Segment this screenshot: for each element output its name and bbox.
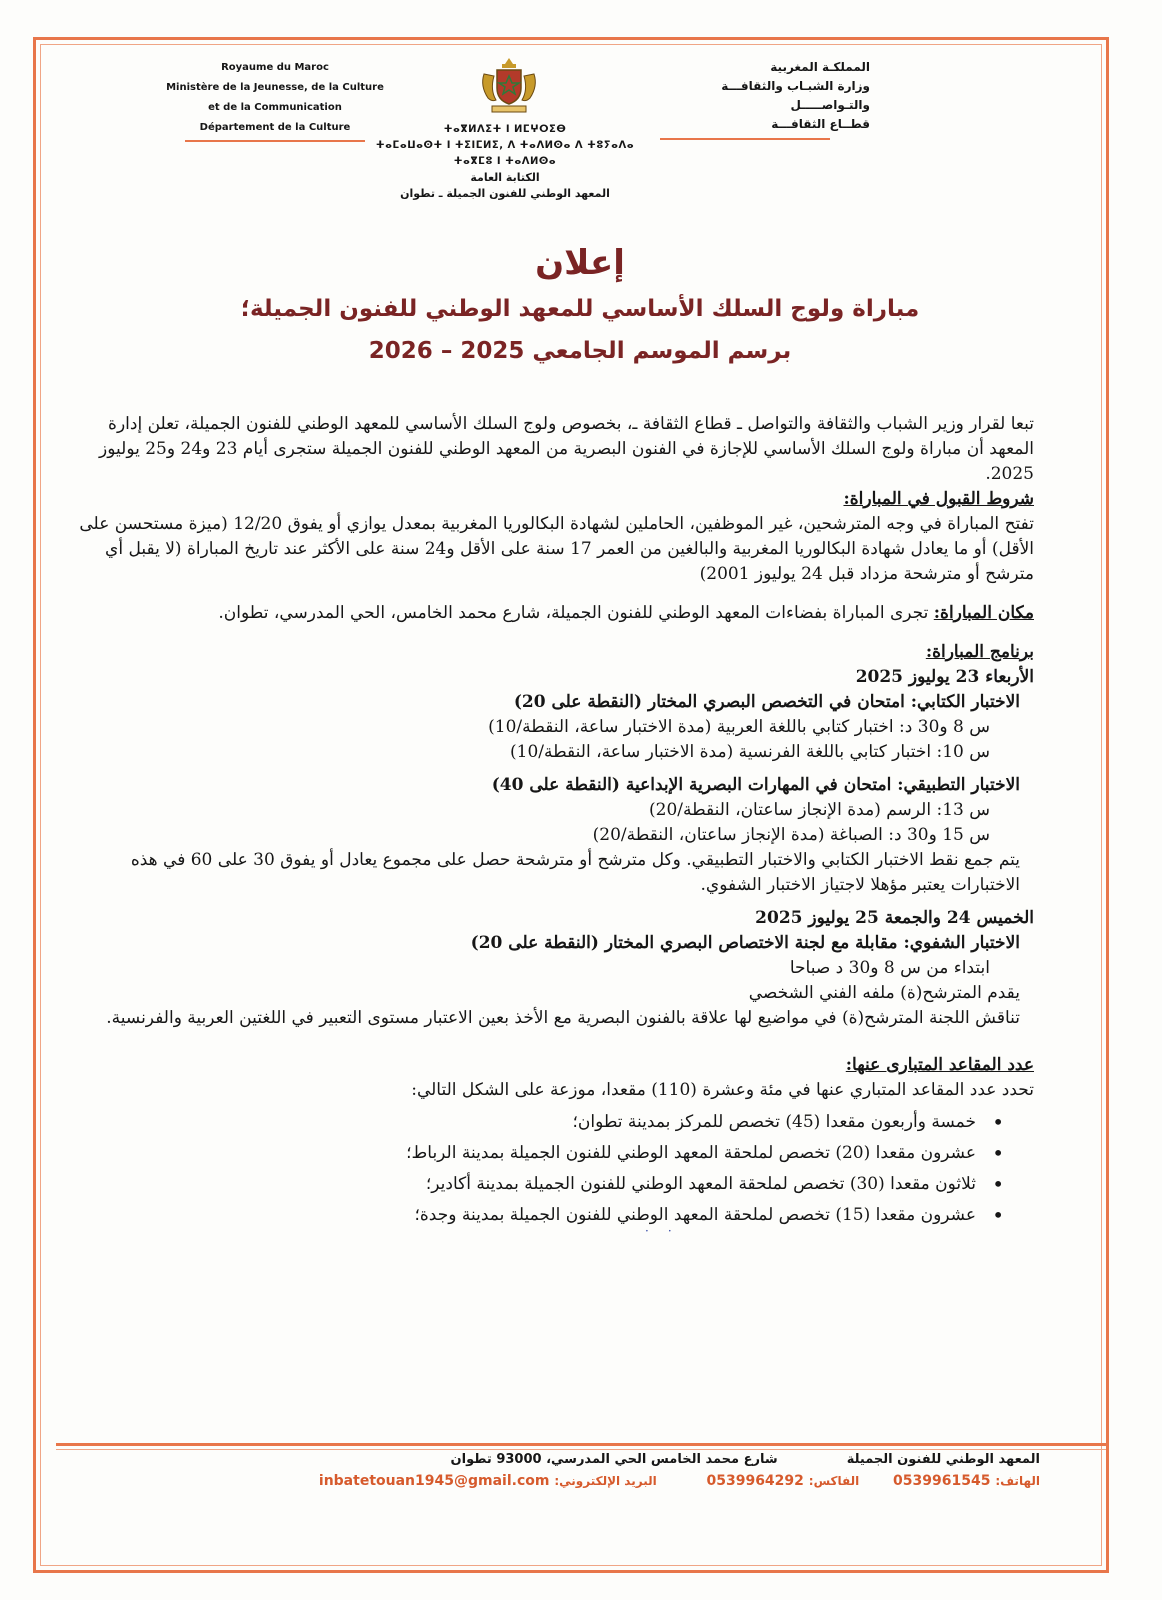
header-ar-separator — [660, 138, 830, 140]
header-french — [160, 58, 390, 142]
oral-exam-item: ابتداء من س 8 و30 د صباحا — [789, 958, 990, 978]
fax-number: 0539964292 — [706, 1473, 804, 1489]
fax-label: الفاكس: — [808, 1474, 860, 1488]
tifinagh-line: ⵜⴰⴳⵍⴷⵉⵜ ⵏ ⵍⵎⵖⵔⵉⴱ — [443, 124, 567, 135]
conditions-text: تفتح المباراة في وجه المترشحين، غير الموظفين، الحاملين لشهادة البكالوريا المغربية بمعدل يوازي أو يفوق 12/20 (ميزة مستحسن على الأقل) أو ما يعادل شهادة البكالوريا المغربية والبالغين من العمر 17 سنة على الأقل و24 سنة على الأكثر عند تاريخ المباراة (لا يقبل أي مترشح أو مترشحة مزداد قبل 24 يوليوز 2001) — [79, 514, 1034, 584]
conditions-heading: شروط القبول في المباراة: — [843, 489, 1034, 509]
score-sum-note: يتم جمع نقط الاختبار الكتابي والاختبار التطبيقي. وكل مترشح أو مترشحة حصل على مجموع يعادل أو يفوق 30 على 60 في هذه الاختبارات يعتبر مؤهلا لاجتياز الاختبار الشفوي. — [130, 850, 1020, 895]
seats-heading: عدد المقاعد المتبارى عنها: — [845, 1055, 1034, 1075]
header-ar-line: وزارة الشبـاب والثقافـــة — [721, 79, 870, 93]
practical-exam-item: س 15 و30 د: الصباغة (مدة الإنجاز ساعتان، النقطة/20) — [592, 825, 990, 845]
footer-address-row — [120, 1452, 1040, 1467]
academic-year: برسم الموسم الجامعي 2025 – 2026 — [368, 338, 792, 364]
place-heading: مكان المباراة: — [933, 603, 1034, 623]
footer-contact-row — [120, 1473, 1040, 1489]
day-one-date: الأربعاء 23 يوليوز 2025 — [855, 667, 1034, 687]
phone-label: الهاتف: — [995, 1474, 1040, 1488]
announcement-title: إعلان — [535, 243, 625, 283]
intro-paragraph: تبعا لقرار وزير الشباب والثقافة والتواصل ـ قطاع الثقافة ـ، بخصوص ولوج السلك الأساسي للمعهد الوطني للفنون الجميلة، تعلن إدارة المعهد أن مباراة ولوج السلك الأساسي للإجازة في الفنون البصرية من المعهد الوطني للفنون الجميلة ستجرى أيام 23 و24 و25 يوليوز 2025. — [99, 414, 1034, 484]
written-exam-item: س 8 و30 د: اختبار كتابي باللغة العربية (مدة الاختبار ساعة، النقطة/10) — [488, 717, 990, 737]
header-fr-line: Ministère de la Jeunesse, de la Culture — [166, 82, 384, 93]
header-arabic — [640, 58, 870, 140]
footer-address: شارع محمد الخامس الحي المدرسي، 93000 تطوان — [450, 1452, 778, 1467]
seats-intro: تحدد عدد المقاعد المتباري عنها في مئة وعشرة (110) مقعدا، موزعة على الشكل التالي: — [411, 1080, 1034, 1100]
header-center — [360, 122, 650, 202]
header-fr-line: Département de la Culture — [199, 122, 351, 133]
place-text: تجرى المباراة بفضاءات المعهد الوطني للفنون الجميلة، شارع محمد الخامس، الحي المدرسي، تطوان. — [218, 603, 934, 623]
list-item: • ثلاثون مقعدا (30) تخصص لملحقة المعهد الوطني للفنون الجميلة بمدينة أكادير؛ — [68, 1169, 976, 1200]
announcement-body — [68, 412, 1034, 1231]
practical-exam-item: س 13: الرسم (مدة الإنجاز ساعتان، النقطة/20) — [648, 800, 990, 820]
announcement-subtitle: مباراة ولوج السلك الأساسي للمعهد الوطني للفنون الجميلة؛ — [240, 296, 920, 322]
oral-exam-title: الاختبار الشفوي: مقابلة مع لجنة الاختصاص البصري المختار (النقطة على 20) — [470, 933, 1020, 953]
email-label: البريد الإلكتروني: — [554, 1474, 657, 1488]
header-ar-line: المملكـة المغربية — [770, 60, 870, 74]
tifinagh-line: ⵜⴰⴳⵎⵓ ⵏ ⵜⴰⴷⵍⵙⴰ — [453, 156, 557, 167]
practical-exam-title: الاختبار التطبيقي: امتحان في المهارات البصرية الإبداعية (النقطة على 40) — [491, 775, 1020, 795]
list-item: • عشرون مقعدا (15) تخصص لملحقة المعهد الوطني للفنون الجميلة بمدينة وجدة؛ — [68, 1200, 976, 1231]
header-ar-line: والتـواصـــــل — [790, 98, 870, 112]
moroccan-coat-of-arms-icon — [478, 56, 540, 116]
header-fr-line: Royaume du Maroc — [221, 62, 329, 73]
written-exam-item: س 10: اختبار كتابي باللغة الفرنسية (مدة الاختبار ساعة، النقطة/10) — [509, 742, 990, 762]
list-item: • خمسة وأربعون مقعدا (45) تخصص للمركز بمدينة تطوان؛ — [68, 1107, 976, 1138]
list-item: • عشرون مقعدا (20) تخصص لملحقة المعهد الوطني للفنون الجميلة بمدينة الرباط؛ — [68, 1138, 976, 1169]
seats-list — [68, 1107, 1034, 1231]
general-secretariat: الكتابة العامة — [470, 171, 540, 184]
phone-number: 0539961545 — [893, 1473, 991, 1489]
program-heading: برنامج المباراة: — [925, 642, 1034, 662]
email-address[interactable]: inbatetouan1945@gmail.com — [318, 1473, 550, 1489]
footer-divider — [56, 1443, 1106, 1446]
footer-institute: المعهد الوطني للفنون الجميلة — [846, 1452, 1040, 1467]
oral-exam-item: يقدم المترشح(ة) ملفه الفني الشخصي — [748, 983, 1020, 1003]
written-exam-title: الاختبار الكتابي: امتحان في التخصص البصري المختار (النقطة على 20) — [513, 692, 1020, 712]
header-ar-line: قطــاع الثقافـــة — [771, 117, 870, 131]
day-two-date: الخميس 24 والجمعة 25 يوليوز 2025 — [755, 908, 1034, 928]
tifinagh-line: ⵜⴰⵎⴰⵡⴰⵙⵜ ⵏ ⵜⵉⵏⵎⵍⵉ, ⴷ ⵜⴰⴷⵍⵙⴰ ⴷ ⵜⵓⵢⴰⴷⴰ — [375, 140, 635, 151]
ink-marks: · · — [645, 1224, 672, 1238]
header-fr-separator — [185, 140, 365, 142]
footer-divider-thin — [56, 1449, 1106, 1450]
institute-name: المعهد الوطني للفنون الجميلة ـ تطوان — [400, 187, 610, 200]
oral-exam-item: تناقش اللجنة المترشح(ة) في مواضيع لها علاقة بالفنون البصرية مع الأخذ بعين الاعتبار مستوى التعبير في اللغتين العربية والفرنسية. — [106, 1008, 1020, 1028]
header-fr-line: et de la Communication — [208, 102, 342, 113]
